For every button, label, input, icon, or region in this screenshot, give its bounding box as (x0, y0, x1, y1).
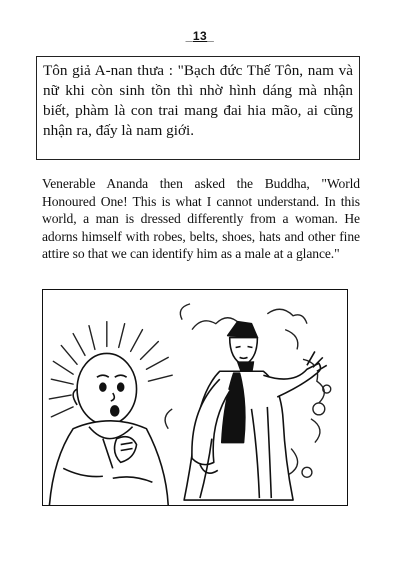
page-number-suffix: _ (207, 29, 215, 43)
vietnamese-text-box (36, 56, 360, 160)
illustration-panel (42, 289, 348, 506)
page-number-prefix: _ (185, 29, 193, 43)
comic-illustration (43, 290, 347, 505)
page-number (0, 29, 400, 43)
vietnamese-text: Tôn giả A-nan thưa : "Bạch đức Thế Tôn, nam và nữ khi còn sinh tồn thì nhờ hình dáng mà nhận biết, phàm là con trai mang đai hia mão, ai cũng nhận ra, đấy là nam giới. (43, 62, 353, 139)
english-paragraph (42, 175, 360, 263)
page-number-value: 13 (192, 29, 208, 43)
monk-ananda (49, 353, 168, 505)
buddha-figure (184, 322, 327, 500)
english-text: Venerable Ananda then asked the Buddha, "World Honoured One! This is what I cannot understand. In this world, a man is dressed differently from a woman. He adorns himself with robes, belts, shoes, hats and other fine attire so that we can identify him as a male at a glance." (42, 176, 360, 262)
